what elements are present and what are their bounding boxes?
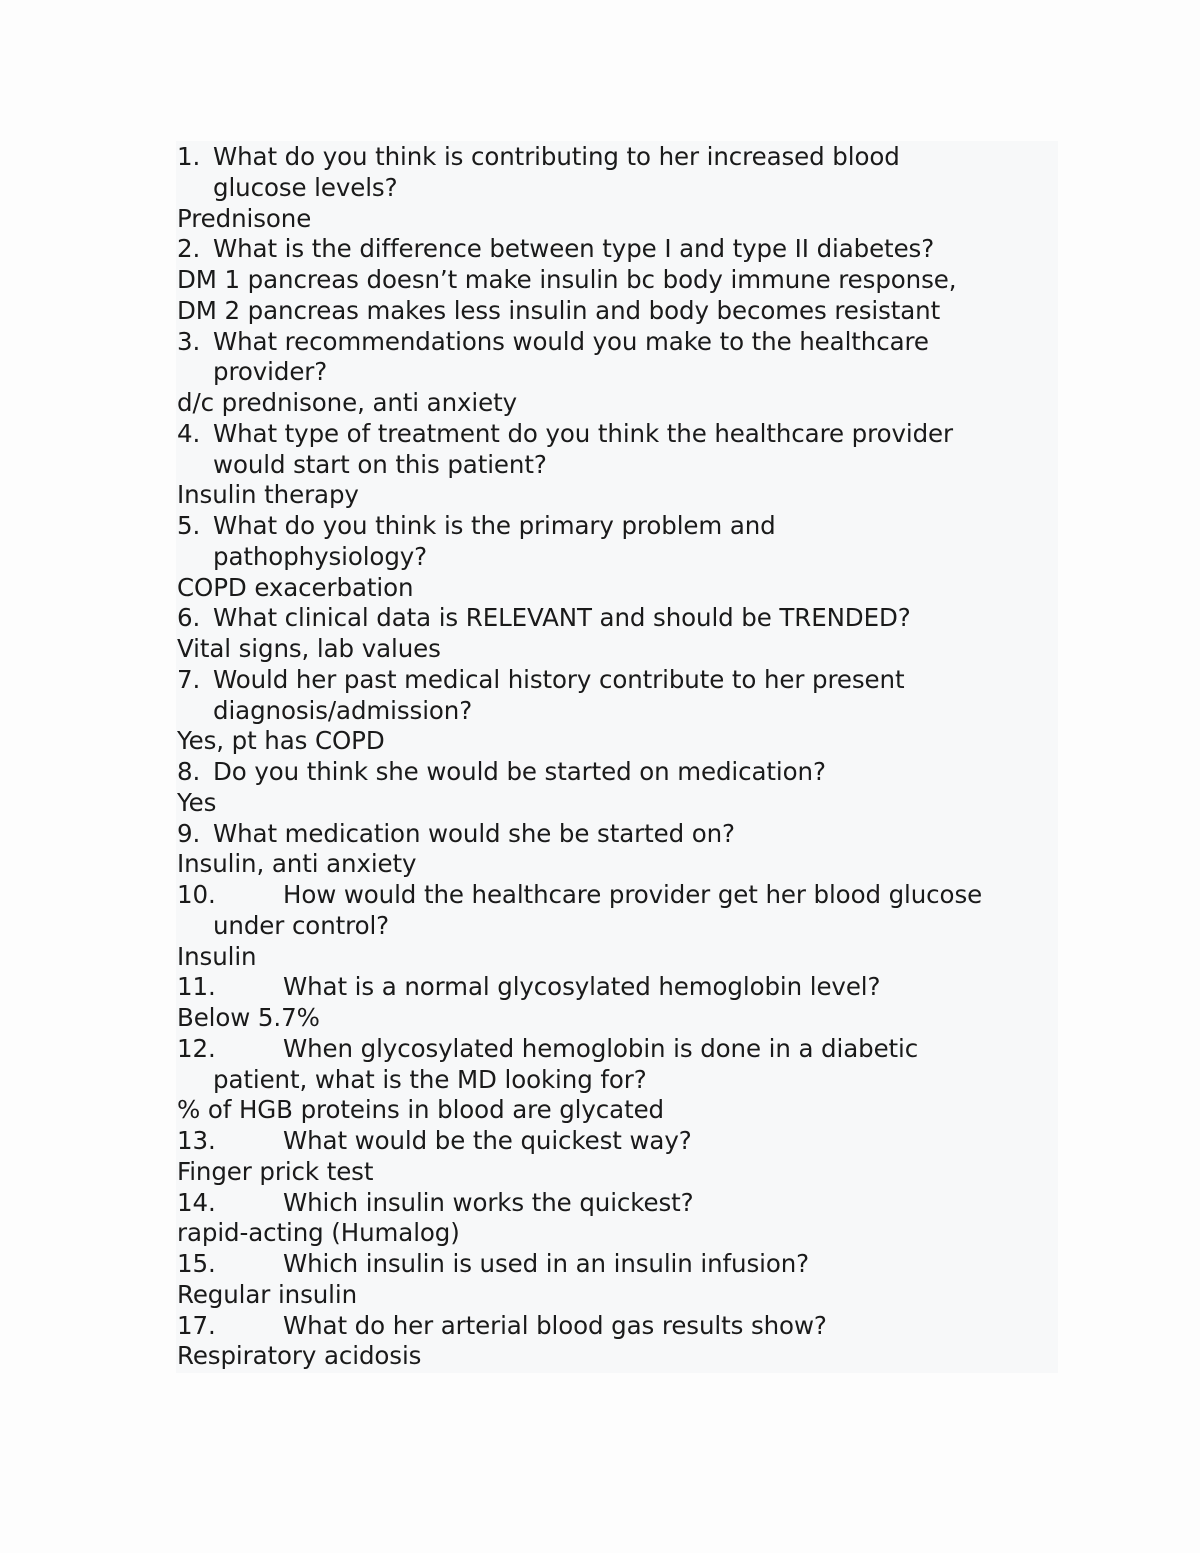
question-number: 1. (177, 142, 201, 171)
question-text: What is the difference between type I and type II diabetes? (213, 234, 935, 264)
question-continuation: would start on this patient? (213, 449, 547, 479)
answer-2-continued: DM 2 pancreas makes less insulin and body becomes resistant (177, 295, 941, 325)
question-number: 6. (177, 603, 201, 633)
question-10 (177, 880, 1057, 911)
answer-11: Below 5.7% (177, 1003, 320, 1032)
question-number: 3. (177, 326, 201, 356)
question-8 (177, 757, 1057, 788)
question-number: 13. (177, 1126, 216, 1155)
question-17 (177, 1311, 1057, 1342)
question-number: 5. (177, 511, 201, 540)
answer-5: COPD exacerbation (177, 572, 414, 602)
question-text: What recommendations would you make to the healthcare (213, 326, 929, 356)
question-number: 2. (177, 234, 201, 264)
answer-13: Finger prick test (177, 1156, 374, 1186)
answer-3: d/c prednisone, anti anxiety (177, 388, 518, 417)
question-15 (177, 1249, 1057, 1280)
question-answer-list (177, 142, 1057, 1372)
question-text: Which insulin is used in an insulin infusion? (283, 1249, 810, 1278)
question-text: What would be the quickest way? (283, 1126, 692, 1155)
question-2 (177, 234, 1057, 265)
question-text: Do you think she would be started on medication? (213, 757, 826, 786)
answer-12: % of HGB proteins in blood are glycated (177, 1095, 664, 1125)
question-1 (177, 142, 1057, 173)
question-continuation: diagnosis/admission? (213, 695, 473, 725)
answer-14: rapid-acting (Humalog) (177, 1218, 460, 1248)
question-9 (177, 819, 1057, 850)
question-11 (177, 972, 1057, 1003)
question-number: 17. (177, 1310, 216, 1340)
question-continuation: patient, what is the MD looking for? (213, 1064, 647, 1094)
answer-7: Yes, pt has COPD (177, 726, 385, 756)
question-text: What is a normal glycosylated hemoglobin level? (283, 972, 881, 1002)
question-7 (177, 665, 1057, 696)
answer-4: Insulin therapy (177, 480, 359, 510)
answer-10: Insulin (177, 941, 257, 971)
question-6 (177, 603, 1057, 634)
question-continuation: under control? (213, 910, 390, 940)
question-continuation: glucose levels? (213, 172, 398, 202)
question-14 (177, 1188, 1057, 1219)
question-12 (177, 1034, 1057, 1065)
question-4 (177, 419, 1057, 450)
question-number: 7. (177, 664, 201, 694)
question-text: Would her past medical history contribute to her present (213, 664, 905, 694)
question-number: 11. (177, 972, 216, 1002)
question-number: 10. (177, 880, 216, 909)
answer-8: Yes (177, 787, 217, 817)
question-text: What do her arterial blood gas results show? (283, 1310, 827, 1340)
answer-15: Regular insulin (177, 1279, 358, 1309)
question-text: What medication would she be started on? (213, 818, 735, 848)
question-number: 9. (177, 818, 201, 848)
question-number: 15. (177, 1249, 216, 1278)
question-text: When glycosylated hemoglobin is done in a diabetic (283, 1033, 919, 1063)
question-text: Which insulin works the quickest? (283, 1187, 694, 1217)
question-text: How would the healthcare provider get her blood glucose (283, 880, 983, 909)
question-5 (177, 511, 1057, 542)
answer-17: Respiratory acidosis (177, 1341, 422, 1371)
question-text: What do you think is the primary problem and (213, 511, 776, 540)
question-3 (177, 327, 1057, 358)
answer-1: Prednisone (177, 203, 312, 233)
question-text: What clinical data is RELEVANT and should be TRENDED? (213, 603, 911, 633)
question-continuation: provider? (213, 357, 328, 387)
question-number: 14. (177, 1187, 216, 1217)
question-continuation: pathophysiology? (213, 541, 428, 571)
question-number: 12. (177, 1033, 216, 1063)
question-number: 4. (177, 418, 201, 448)
answer-9: Insulin, anti anxiety (177, 849, 417, 879)
question-text: What type of treatment do you think the healthcare provider (213, 418, 953, 448)
question-text: What do you think is contributing to her increased blood (213, 142, 900, 171)
answer-2: DM 1 pancreas doesn’t make insulin bc body immune response, (177, 265, 957, 294)
answer-6: Vital signs, lab values (177, 634, 441, 663)
question-number: 8. (177, 757, 201, 786)
question-13 (177, 1126, 1057, 1157)
